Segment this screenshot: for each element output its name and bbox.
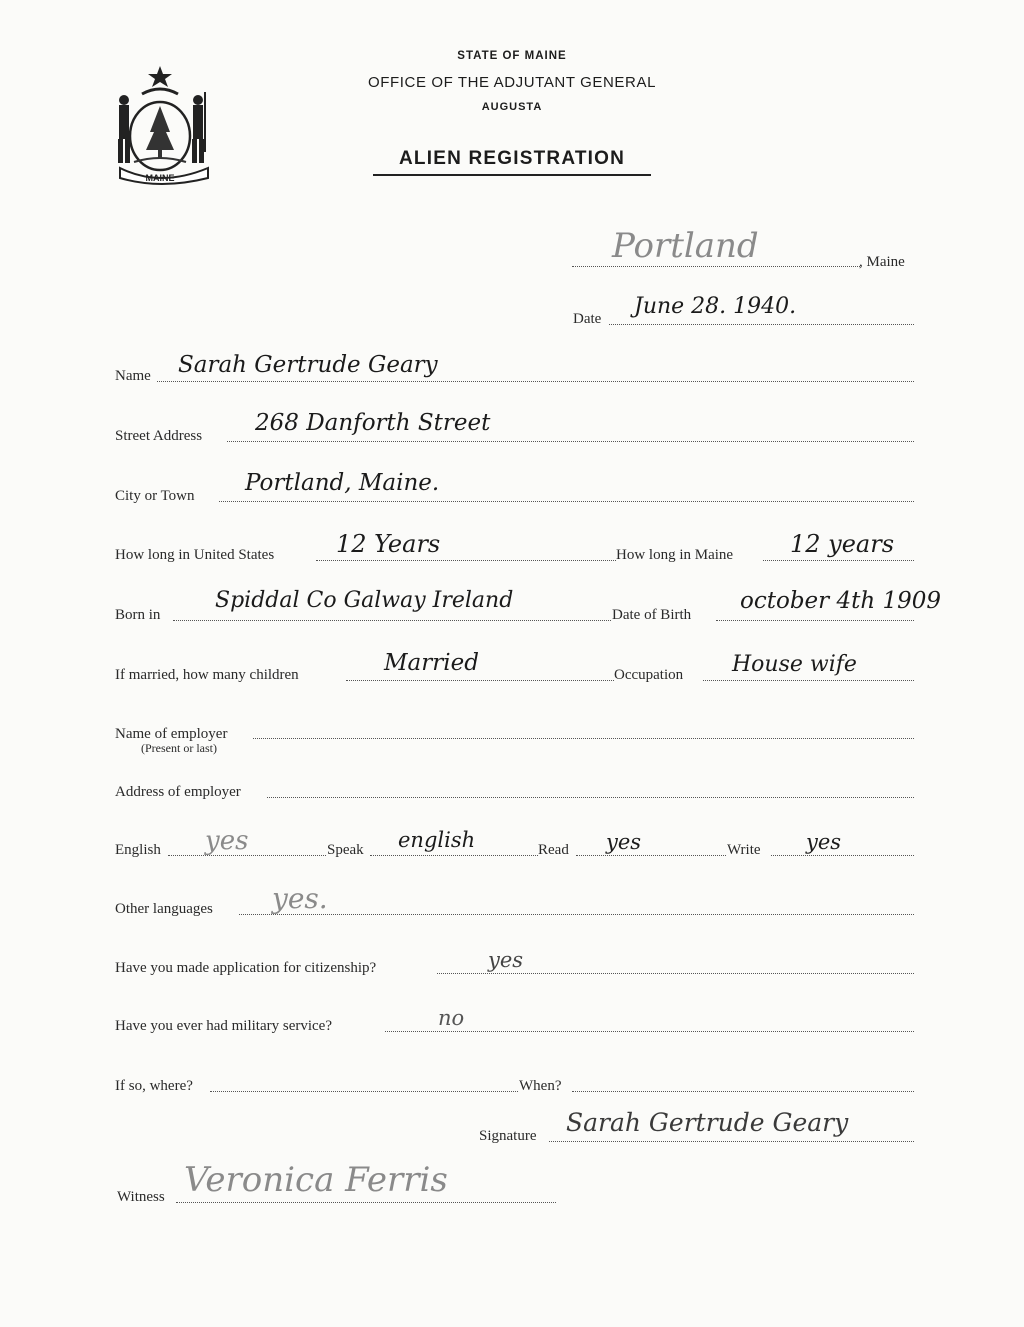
- witness-value: Veronica Ferris: [184, 1160, 448, 1200]
- signature-label: Signature: [479, 1128, 537, 1144]
- where-line: [210, 1091, 518, 1092]
- signature-line: [549, 1141, 914, 1142]
- speak-line: [370, 855, 538, 856]
- occupation-label: Occupation: [614, 667, 684, 683]
- name-label: Name: [115, 368, 151, 384]
- city-line: [219, 501, 914, 502]
- other-languages-value: yes.: [272, 882, 328, 915]
- svg-text:MAINE: MAINE: [145, 173, 175, 183]
- read-line: [576, 855, 726, 856]
- born-in-value: Spiddal Co Galway Ireland: [215, 588, 514, 613]
- employer-line: [253, 738, 914, 739]
- other-languages-line: [239, 914, 914, 915]
- title-underline: [373, 174, 651, 176]
- married-label: If married, how many children: [115, 667, 299, 683]
- name-value: Sarah Gertrude Geary: [178, 352, 438, 378]
- how-long-us-label: How long in United States: [115, 547, 275, 563]
- citizenship-value: yes: [488, 948, 524, 972]
- witness-label: Witness: [117, 1189, 165, 1205]
- read-value: yes: [606, 830, 642, 854]
- write-line: [771, 855, 914, 856]
- header-state: STATE OF MAINE: [457, 50, 567, 62]
- read-label: Read: [538, 842, 569, 858]
- how-long-maine-line: [763, 560, 914, 561]
- date-value: June 28. 1940.: [634, 294, 797, 319]
- employer-sublabel: (Present or last): [141, 741, 217, 755]
- married-line: [346, 680, 614, 681]
- date-line: [609, 324, 914, 325]
- write-value: yes: [806, 830, 842, 854]
- occupation-value: House wife: [732, 652, 857, 677]
- how-long-maine-value: 12 years: [790, 530, 895, 558]
- speak-label: Speak: [327, 842, 364, 858]
- witness-line: [176, 1202, 556, 1203]
- married-value: Married: [384, 650, 479, 676]
- born-in-label: Born in: [115, 607, 161, 623]
- occupation-line: [703, 680, 914, 681]
- place-value: Portland: [612, 226, 759, 266]
- header-office: OFFICE OF THE ADJUTANT GENERAL: [367, 74, 657, 91]
- dob-line: [716, 620, 914, 621]
- header-city: AUGUSTA: [481, 101, 543, 113]
- place-line: [572, 266, 860, 267]
- english-label: English: [115, 842, 161, 858]
- military-value: no: [438, 1006, 465, 1030]
- name-line: [157, 381, 914, 382]
- employer-address-line: [267, 797, 914, 798]
- form-title: ALIEN REGISTRATION: [398, 148, 626, 169]
- how-long-us-line: [316, 560, 616, 561]
- street-value: 268 Danforth Street: [255, 410, 491, 436]
- citizenship-line: [437, 973, 914, 974]
- employer-address-label: Address of employer: [115, 784, 241, 800]
- how-long-us-value: 12 Years: [336, 530, 441, 558]
- maine-label: , Maine: [859, 254, 905, 270]
- city-label: City or Town: [115, 488, 195, 504]
- born-in-line: [173, 620, 611, 621]
- city-value: Portland, Maine.: [245, 470, 440, 496]
- street-line: [227, 441, 914, 442]
- other-languages-label: Other languages: [115, 901, 213, 917]
- date-label: Date: [573, 311, 602, 327]
- write-label: Write: [727, 842, 761, 858]
- employer-label: Name of employer: [115, 726, 228, 742]
- dob-value: october 4th 1909: [740, 588, 941, 614]
- military-line: [385, 1031, 914, 1032]
- when-line: [572, 1091, 914, 1092]
- english-value: yes: [205, 826, 249, 856]
- when-label: When?: [519, 1078, 562, 1094]
- how-long-maine-label: How long in Maine: [616, 547, 734, 563]
- dob-label: Date of Birth: [612, 607, 692, 623]
- citizenship-label: Have you made application for citizenship?: [115, 960, 377, 976]
- speak-value: english: [398, 828, 476, 852]
- where-label: If so, where?: [115, 1078, 193, 1094]
- signature-value: Sarah Gertrude Geary: [566, 1108, 849, 1137]
- street-label: Street Address: [115, 428, 203, 444]
- military-label: Have you ever had military service?: [115, 1018, 332, 1034]
